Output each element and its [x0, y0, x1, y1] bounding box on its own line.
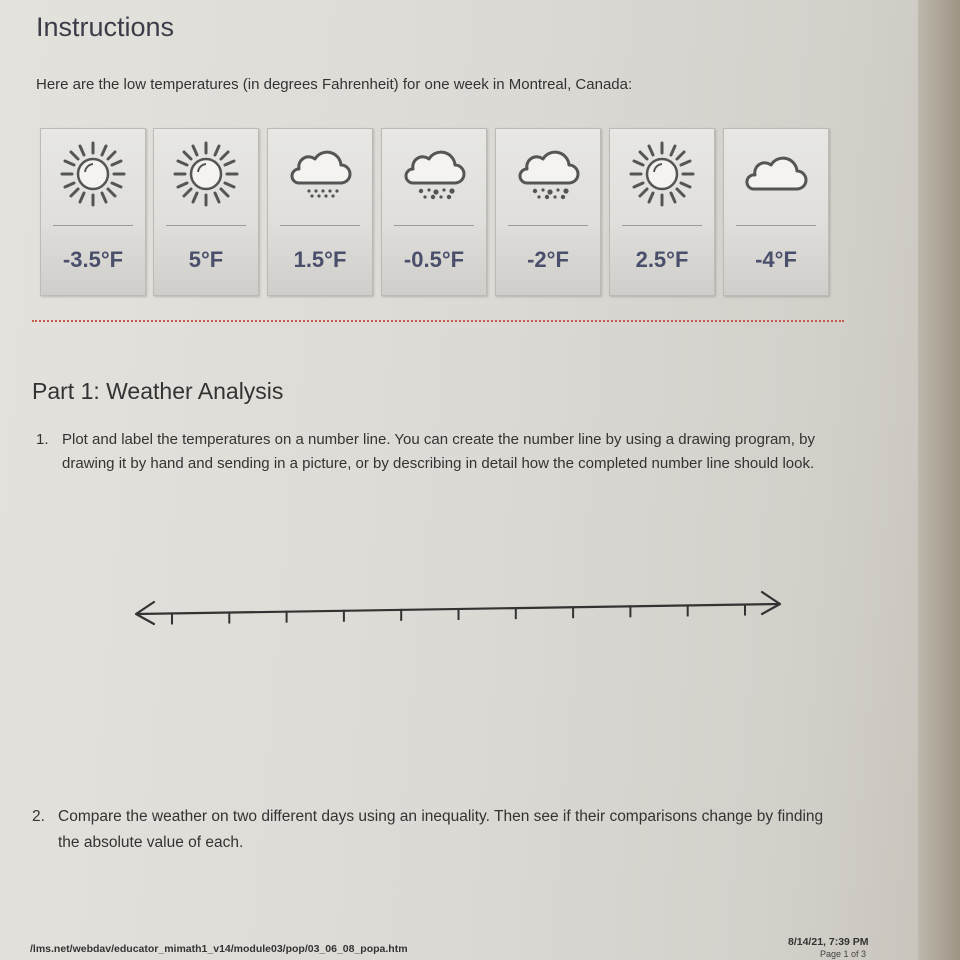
question-text: Plot and label the temperatures on a number line. You can create the number line by using a drawing program, by drawing it by hand and sending in a picture, or by describing in detail how the completed number line should look. — [62, 431, 815, 472]
cloud-snow-icon — [399, 139, 469, 209]
question-2 — [32, 804, 832, 856]
intro-text: Here are the low temperatures (in degrees Fahrenheit) for one week in Montreal, Canada: — [36, 76, 633, 93]
temperature-label: 5°F — [188, 247, 224, 272]
weather-card-day6 — [609, 128, 715, 296]
question-number: 2. — [32, 808, 45, 825]
weather-card-day5 — [495, 128, 601, 296]
question-number: 1. — [36, 431, 49, 448]
card-divider — [736, 225, 816, 226]
footer-date: 8/14/21, 7:39 PM — [788, 936, 869, 948]
page-edge — [918, 0, 960, 960]
temperature-label: -2°F — [527, 247, 569, 272]
question-1 — [36, 428, 836, 476]
temperature-label: 2.5°F — [635, 247, 689, 272]
weather-card-day3 — [267, 128, 373, 296]
question-text: Compare the weather on two different days using an inequality. Then see if their comparisons change by finding the absolute value of each. — [58, 808, 824, 851]
weather-cards — [40, 124, 840, 296]
card-divider — [394, 225, 474, 226]
card-divider — [53, 225, 133, 226]
section-divider — [32, 320, 844, 322]
instructions-heading: Instructions — [36, 12, 175, 42]
sun-icon — [171, 139, 241, 209]
weather-card-day4 — [381, 128, 487, 296]
sun-icon — [58, 139, 128, 209]
weather-card-day7 — [723, 128, 829, 296]
temperature-label: -0.5°F — [403, 247, 465, 272]
footer-page-number: Page 1 of 3 — [820, 949, 867, 959]
weather-card-day2 — [153, 128, 259, 296]
card-divider — [280, 225, 360, 226]
part1-heading: Part 1: Weather Analysis — [32, 378, 284, 404]
cloud-snow-icon — [513, 139, 583, 209]
cloud-icon — [741, 139, 811, 209]
sun-icon — [627, 139, 697, 209]
card-divider — [166, 225, 246, 226]
card-divider — [508, 225, 588, 226]
right-arrow-head — [762, 592, 780, 614]
temperature-label: 1.5°F — [293, 247, 347, 272]
temperature-label: -4°F — [755, 247, 797, 272]
card-divider — [622, 225, 702, 226]
footer-url: /lms.net/webdav/educator_mimath1_v14/module03/pop/03_06_08_popa.htm — [30, 943, 408, 955]
number-line — [130, 588, 790, 638]
weather-card-day1 — [40, 128, 146, 296]
cloud-snow-icon — [285, 139, 355, 209]
temperature-label: -3.5°F — [62, 247, 124, 272]
